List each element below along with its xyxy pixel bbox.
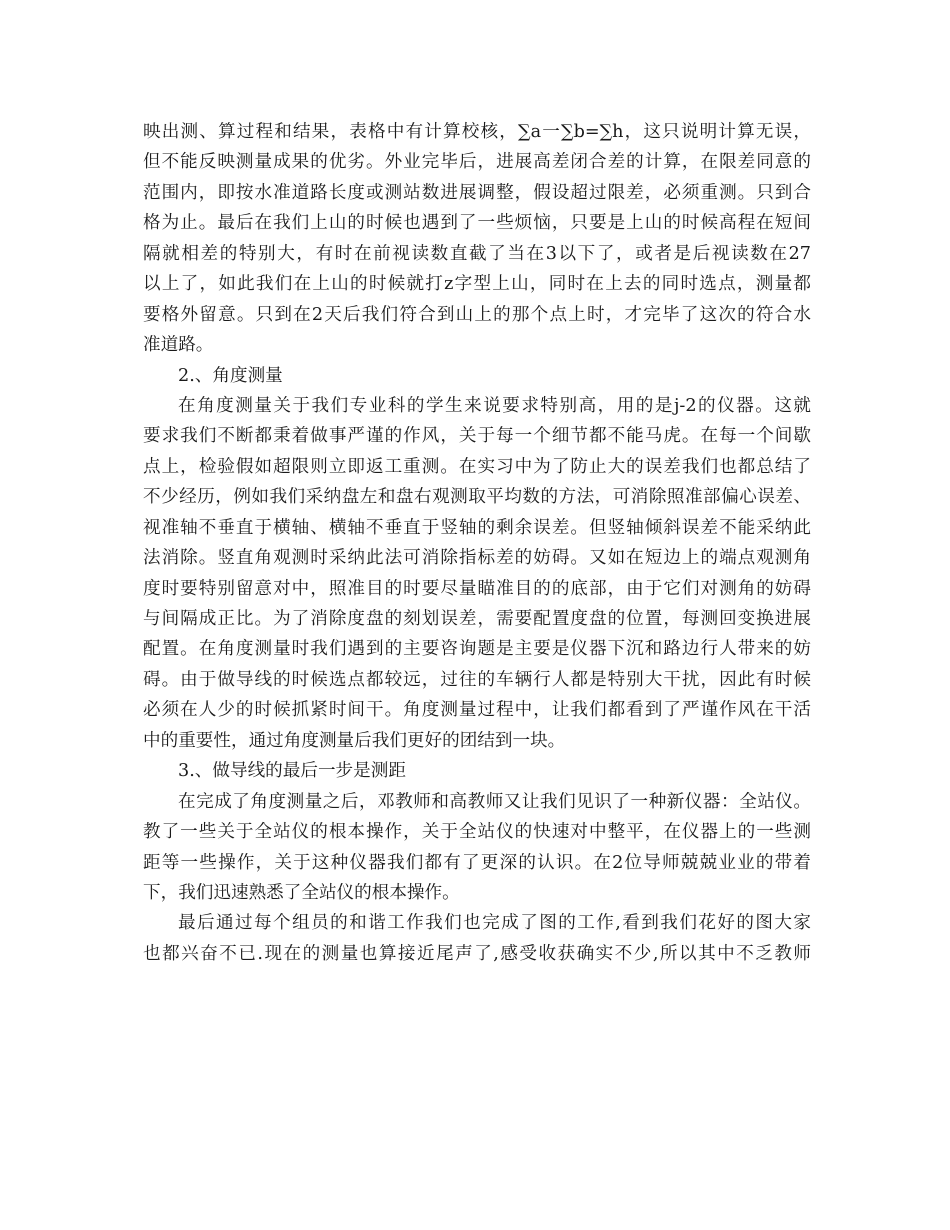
heading-line: 3.、做导线的最后一步是测距 [178,761,406,782]
text-line: 与间隔成正比。为了消除度盘的刻划误差，需要配置度盘的位置，每测回变换进展 [143,609,811,629]
section-heading [143,756,811,786]
text-line: 格为止。最后在我们上山的时候也遇到了一些烦恼，只要是上山的时候高程在短间 [143,213,811,234]
paragraph [143,391,811,756]
text-line: 教了一些关于全站仪的根本操作，关于全站仪的快速对中整平，在仪器上的一些测 [143,822,811,843]
text-line: 范围内，即按水准道路长度或测站数进展调整，假设超过限差，必须重测。只到合 [143,182,811,203]
text-line: 也都兴奋不已.现在的测量也算接近尾声了,感受收获确实不少,所以其中不乏教师 [143,943,811,964]
text-line: 必须在人少的时候抓紧时间干。角度测量过程中，让我们都看到了严谨作风在干活 [143,700,811,721]
paragraph [143,117,811,361]
heading-line: 2.、角度测量 [178,365,283,386]
text-line: 不少经历，例如我们采纳盘左和盘右观测取平均数的方法，可消除照准部偏心误差、 [143,487,811,508]
text-line: 视准轴不垂直于横轴、横轴不垂直于竖轴的剩余误差。但竖轴倾斜误差不能采纳此 [143,517,811,538]
text-line: 要求我们不断都秉着做事严谨的作风，关于每一个细节都不能马虎。在每一个间歇 [143,426,811,447]
text-line: 隔就相差的特别大，有时在前视读数直截了当在3以下了，或者是后视读数在27 [143,243,811,264]
paragraph [143,787,811,909]
text-line: 法消除。竖直角观测时采纳此法可消除指标差的妨碍。又如在短边上的端点观测角 [143,548,811,569]
text-line: 度时要特别留意对中，照准目的时要尽量瞄准目的的底部，由于它们对测角的妨碍 [143,578,811,599]
text-line: 点上，检验假如超限则立即返工重测。在实习中为了防止大的误差我们也都总结了 [143,456,811,477]
text-line: 下，我们迅速熟悉了全站仪的根本操作。 [143,882,460,903]
text-line: 映出测、算过程和结果，表格中有计算校核，∑a一∑b=∑h，这只说明计算无误， [143,122,811,142]
text-line: 要格外留意。只到在2天后我们符合到山上的那个点上时，才完毕了这次的符合水 [143,304,811,325]
text-line: 但不能反映测量成果的优劣。外业完毕后，进展高差闭合差的计算，在限差同意的 [143,152,811,173]
text-line: 准道路。 [143,335,214,356]
text-line: 配置。在角度测量时我们遇到的主要咨询题是主要是仪器下沉和路边行人带来的妨 [143,639,811,660]
document-body [143,117,811,969]
text-line: 在完成了角度测量之后，邓教师和高教师又让我们见识了一种新仪器：全站仪。 [178,791,811,812]
text-line: 距等一些操作，关于这种仪器我们都有了更深的认识。在2位导师兢兢业业的带着 [143,852,811,873]
text-line: 中的重要性，通过角度测量后我们更好的团结到一块。 [143,730,566,751]
text-line: 在角度测量关于我们专业科的学生来说要求特别高，用的是j-2的仪器。这就 [178,395,811,416]
text-line: 以上了，如此我们在上山的时候就打z字型上山，同时在上去的同时选点，测量都 [143,274,811,295]
paragraph [143,908,811,969]
section-heading [143,361,811,391]
text-line: 最后通过每个组员的和谐工作我们也完成了图的工作,看到我们花好的图大家 [178,913,811,934]
text-line: 碍。由于做导线的时候选点都较远，过往的车辆行人都是特别大干扰，因此有时候 [143,669,811,690]
